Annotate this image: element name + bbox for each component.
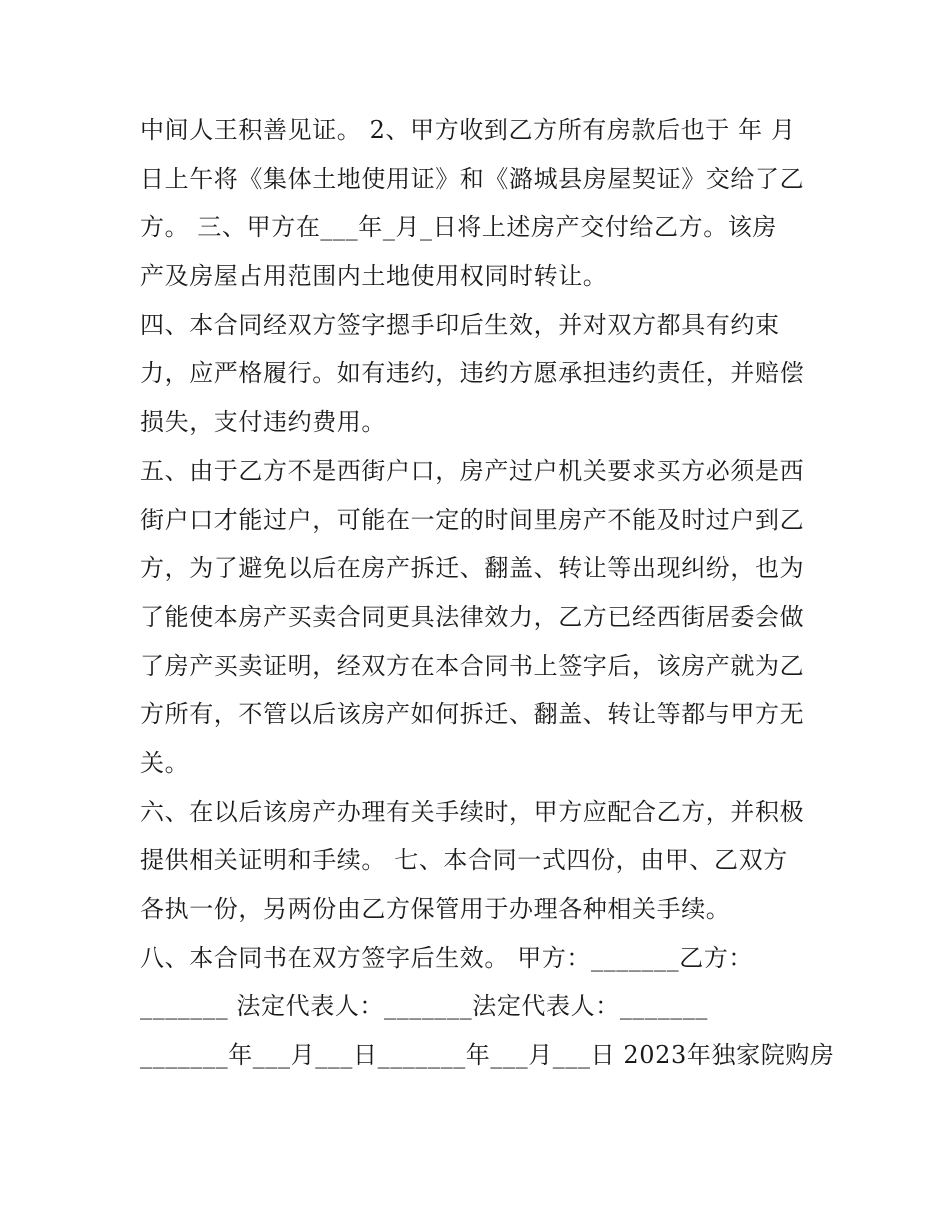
- text-line-15: 六、在以后该房产办理有关手续时，甲方应配合乙方，并积极: [140, 797, 805, 826]
- text-line-4: 产及房屋占用范围内土地使用权同时转让。: [140, 262, 608, 291]
- text-line-20: _______年___月___日_______年___月___日 2023年独家院购房: [140, 1041, 835, 1070]
- text-line-19: _______ 法定代表人：_______法定代表人：_______: [140, 992, 709, 1021]
- text-line-14: 关。: [140, 748, 190, 777]
- text-line-18: 八、本合同书在双方签字后生效。 甲方：_______乙方：: [140, 943, 754, 972]
- text-line-10: 方，为了避免以后在房产拆迁、翻盖、转让等出现纠纷，也为: [140, 554, 805, 583]
- text-line-9: 街户口才能过户，可能在一定的时间里房产不能及时过户到乙: [140, 505, 805, 534]
- text-line-3: 方。 三、甲方在___年_月_日将上述房产交付给乙方。该房: [140, 213, 778, 242]
- text-line-5: 四、本合同经双方签字摁手印后生效，并对双方都具有约束: [140, 310, 780, 339]
- text-line-2: 日上午将《集体土地使用证》和《潞城县房屋契证》交给了乙: [140, 164, 805, 193]
- text-line-6: 力，应严格履行。如有违约，违约方愿承担违约责任，并赔偿: [140, 359, 805, 388]
- text-line-7: 损失，支付违约费用。: [140, 408, 386, 437]
- text-line-17: 各执一份，另两份由乙方保管用于办理各种相关手续。: [140, 895, 731, 923]
- text-line-16: 提供相关证明和手续。 七、本合同一式四份，由甲、乙双方: [140, 846, 788, 875]
- text-line-8: 五、由于乙方不是西街户口，房产过户机关要求买方必须是西: [140, 456, 805, 485]
- text-line-13: 方所有，不管以后该房产如何拆迁、翻盖、转让等都与甲方无: [140, 700, 805, 729]
- text-line-11: 了能使本房产买卖合同更具法律效力，乙方已经西街居委会做: [140, 602, 805, 631]
- text-line-12: 了房产买卖证明，经双方在本合同书上签字后，该房产就为乙: [140, 651, 805, 680]
- contract-body-text: [140, 106, 835, 1080]
- text-line-1: 中间人王积善见证。 2、甲方收到乙方所有房款后也于 年 月: [140, 116, 796, 144]
